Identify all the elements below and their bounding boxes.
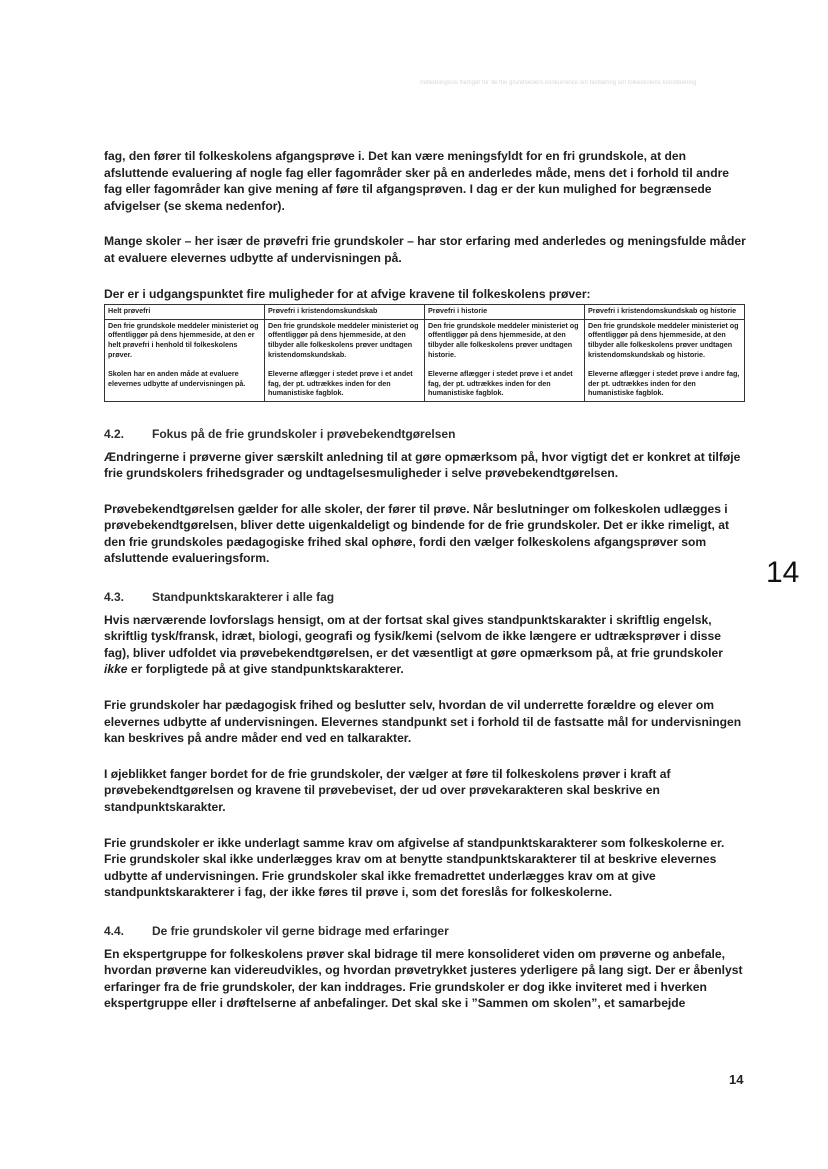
- paragraph-intro: fag, den fører til folkeskolens afgangsprøve i. Det kan være meningsfyldt for en fri grundskole, at den afsluttende evaluering af nogle fag eller fagområder sker på en anderledes måde, mens det i forhold til andre fag eller fagområder kan give mening af føre til afgangsprøven. I dag er der kun mulighed for begrænsede afvigelser (se skema nedenfor).: [104, 149, 730, 213]
- table-header-cell: Helt prøvefri: [105, 305, 265, 320]
- section-number: 4.4.: [104, 923, 125, 938]
- table-cell: [265, 319, 425, 401]
- cell-text-notice: Den frie grundskole meddeler ministeriet og offentliggør på dens hjemmeside, at den tilbyder alle folkeskolens prøver undtagen kristendomskundskab og historie.: [588, 320, 739, 359]
- paragraph-4-3-3: I øjeblikket fanger bordet for de frie grundskoler, der vælger at føre til folkeskolens prøver i kraft af prøvebekendtgørelsen og kravene til prøvebeviset, der ud over prøvekarakteren skal beskrive en standpunktskarakter.: [104, 766, 671, 814]
- cell-text-alternative: Skolen har en anden måde at evaluere elevernes udbytte af undervisningen på.: [108, 369, 246, 388]
- paragraph-4-3-1: [104, 612, 748, 678]
- cell-text-notice: Den frie grundskole meddeler ministeriet og offentliggør på dens hjemmeside, at den er helt prøvefri i henhold til folkeskolens prøver.: [108, 320, 259, 359]
- emphasis-text: ikke: [104, 662, 128, 677]
- page-number: 14: [729, 1072, 744, 1087]
- table-cell: [105, 319, 265, 401]
- cell-text-alternative: Eleverne aflægger i stedet prøve i andre fag, der pt. udtrækkes inden for den humanistiske fagblok.: [588, 369, 740, 398]
- table-cell: [585, 319, 745, 401]
- table-row: [105, 319, 745, 401]
- section-number: 4.2.: [104, 426, 125, 441]
- paragraph-4-2-1: Ændringerne i prøverne giver særskilt anledning til at gøre opmærksom på, hvor vigtigt det er konkret at tilføje frie grundskolers frihedsgrader og undtagelsesmuligheder i selve prøvebekendtgørelsen.: [104, 449, 741, 481]
- table-header-row: [105, 305, 745, 320]
- cell-text-alternative: Eleverne aflægger i stedet prøve i et andet fag, der pt. udtrækkes inden for den humanistiske fagblok.: [268, 369, 413, 398]
- table-cell: [425, 319, 585, 401]
- table-header-cell: Prøvefri i kristendomskundskab og historie: [585, 305, 745, 320]
- paragraph-4-2-2: Prøvebekendtgørelsen gælder for alle skoler, der fører til prøve. Når beslutninger om folkeskolen udlægges i prøvebekendtgørelsen, bliver dette uigenkaldeligt og bindende for de frie grundskoler. Det er ikke rimeligt, at den frie grundskoles pædagogiske frihed skal ophøre, fordi den vælger folkeskolens afgangsprøver som afsluttende evalueringsform.: [104, 501, 729, 566]
- cell-text-notice: Den frie grundskole meddeler ministeriet og offentliggør på dens hjemmeside, at den tilbyder alle folkeskolens prøver undtagen historie.: [428, 320, 579, 359]
- faint-header-text: Indledningsvis fremgår for de frie grundskolers konkurrence om fastlæring om folkeskolens konstituering: [420, 80, 697, 86]
- section-heading-4-4: [104, 923, 748, 940]
- section-title: Fokus på de frie grundskoler i prøvebekendtgørelsen: [152, 426, 456, 441]
- cell-text-alternative: Eleverne aflægger i stedet prøve i et andet fag, der pt. udtrækkes inden for den humanistiske fagblok.: [428, 369, 573, 398]
- document-body: [104, 148, 748, 1031]
- section-heading-4-3: [104, 589, 748, 606]
- section-number: 4.3.: [104, 590, 125, 605]
- paragraph-4-3-4: Frie grundskoler er ikke underlagt samme krav om afgivelse af standpunktskarakterer som folkeskolerne er. Frie grundskoler skal ikke underlægges krav om at benytte standpunktskarakterer til at beskrive elevernes udbytte af undervisningen. Frie grundskoler skal ikke fremadrettet underlægges krav om at give standpunktskarakterer i fag, der ikke føres til prøve i, som det foreslås for folkeskolerne.: [104, 835, 725, 900]
- paragraph-mange-skoler: Mange skoler – her især de prøvefri frie grundskoler – har stor erfaring med anderledes og meningsfulde måder at evaluere elevernes udbytte af undervisningen på.: [104, 234, 746, 265]
- paragraph-4-4-1: En ekspertgruppe for folkeskolens prøver skal bidrage til mere konsolideret viden om prøverne og anbefale, hvordan prøverne kan videreudvikles, og hvordan prøvetrykket justeres yderligere på lang sigt. Der er åbenlyst erfaringer fra de frie grundskoler, der kan inddrages. Frie grundskoler er dog ikke inviteret med i hverken ekspertgruppe eller i drøftelserne af anbefalinger. Det skal ske i ”Sammen om skolen”, et samarbejde: [104, 946, 743, 1011]
- table-header-cell: Prøvefri i kristendomskundskab: [265, 305, 425, 320]
- paragraph-text: Hvis nærværende lovforslags hensigt, om at der fortsat skal gives standpunktskarakter i skriftlig engelsk, skriftlig tysk/fransk, idræt, biologi, geografi og fysik/kemi (selvom de ikke længere er udtræksprøver i disse fag), bliver udfoldet via prøvebekendtgørelsen, er det væsentligt at gøre opmærksom på, at frie grundskoler: [104, 612, 723, 660]
- paragraph-text: er forpligtede på at give standpunktskarakterer.: [127, 662, 404, 677]
- section-heading-4-2: [104, 426, 748, 443]
- exam-options-table: [104, 304, 745, 402]
- paragraph-4-3-2: Frie grundskoler har pædagogisk frihed og beslutter selv, hvordan de vil underrette forældre og elever om elevernes udbytte af undervisningen. Elevernes standpunkt set i forhold til de fastsatte mål for undervisningen kan beskrives på andre måder end ved en talkarakter.: [104, 698, 742, 746]
- section-title: Standpunktskarakterer i alle fag: [152, 590, 335, 605]
- table-intro: Der er i udgangspunktet fire muligheder for at afvige kravene til folkeskolens prøver:: [104, 286, 591, 301]
- side-page-marker: 14: [766, 556, 800, 589]
- table-header-cell: Prøvefri i historie: [425, 305, 585, 320]
- cell-text-notice: Den frie grundskole meddeler ministeriet og offentliggør på dens hjemmeside, at den tilbyder alle folkeskolens prøver undtagen kristendomskundskab.: [268, 320, 419, 359]
- section-title: De frie grundskoler vil gerne bidrage med erfaringer: [152, 923, 449, 938]
